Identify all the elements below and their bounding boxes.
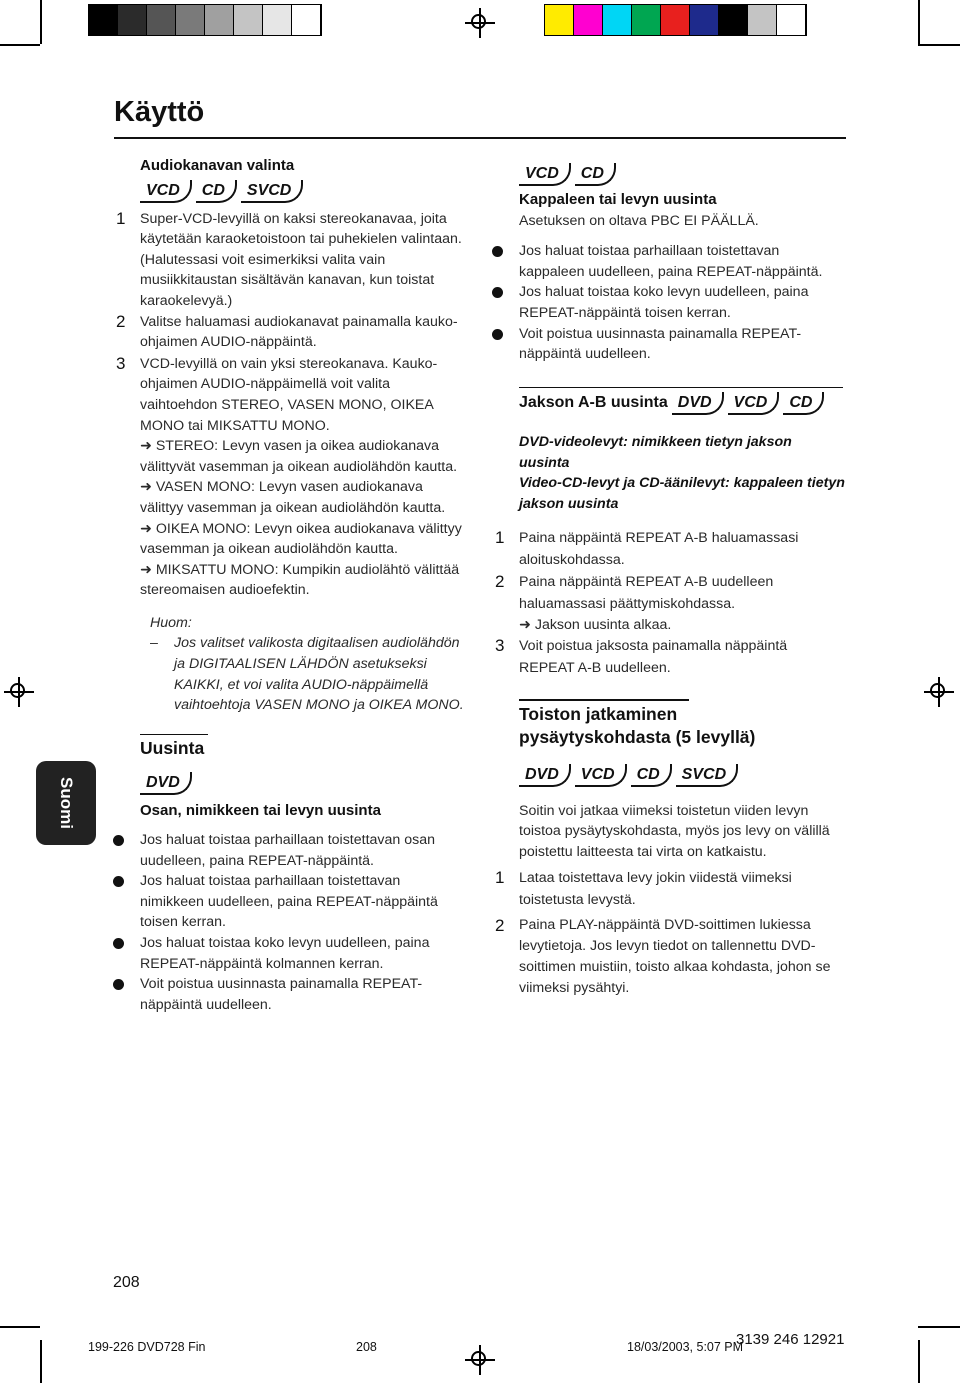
track-bullet: Voit poistua uusinnasta painamalla REPEAT-näppäintä uudelleen. — [519, 324, 845, 365]
ab-step-3 — [495, 635, 845, 679]
ab-step-2-result: ➜ Jakson uusinta alkaa. — [519, 615, 845, 636]
resume-heading: Toiston jatkaminen pysäytyskohdasta (5 levyllä) — [519, 703, 756, 747]
footer-page: 208 — [356, 1340, 377, 1354]
repeat-disc-logos — [140, 770, 465, 796]
crop-mark — [0, 44, 40, 46]
repeat-bullet: Jos haluat toistaa koko levyn uudelleen, paina REPEAT-näppäintä kolmannen kerran. — [140, 933, 465, 974]
language-tab-label: Suomi — [57, 777, 76, 829]
audio-option-right-mono: ➜ OIKEA MONO: Levyn oikea audiokanava välittyy vasemman ja oikean audiolähdön kautta. — [140, 519, 465, 560]
disc-logo-dvd: DVD — [519, 764, 571, 787]
track-bullet: Jos haluat toistaa koko levyn uudelleen, paina REPEAT-näppäintä toisen kerran. — [519, 282, 845, 323]
repeat-subheading: Osan, nimikkeen tai levyn uusinta — [140, 802, 381, 820]
step-text: Paina PLAY-näppäintä DVD-soittimen lukiessa levytietoja. Jos levyn tiedot on tallennettu DVD-soittimen muistiin, toisto alkaa kohdasta, johon se viimeksi pysähtyi. — [519, 916, 831, 996]
crop-mark — [918, 1326, 960, 1328]
crop-mark — [40, 1340, 42, 1383]
title-rule — [114, 137, 846, 139]
step-number: 1 — [495, 527, 505, 547]
disc-logo-vcd: VCD — [575, 764, 627, 787]
color-swatch — [545, 5, 574, 35]
track-disc-logos — [519, 161, 845, 187]
right-column — [495, 161, 845, 999]
resume-step-2 — [495, 915, 845, 999]
disc-logo-cd: CD — [196, 180, 237, 203]
gray-swatch — [205, 5, 234, 35]
note-label: Huom: — [150, 614, 192, 631]
gray-swatch — [147, 5, 176, 35]
step-number: 1 — [495, 867, 505, 887]
note-dash: – — [150, 635, 158, 652]
step-number: 1 — [116, 208, 126, 228]
disc-logo-svcd: SVCD — [241, 180, 303, 203]
note-text: Jos valitset valikosta digitaalisen audiolähdön ja DIGITAALISEN LÄHDÖN asetukseksi KAIKKI, et voi valita AUDIO-näppäimellä vaihtoehtoja VASEN MONO ja OIKEA MONO. — [174, 635, 464, 714]
registration-mark-icon — [465, 8, 495, 38]
repeat-heading: Uusinta — [140, 738, 205, 759]
resume-intro: Soitin voi jatkaa viimeksi toistetun viiden levyn toistoa pysäytyskohdasta, myös jos levy on välillä poistettu laitteesta tai virta on katkaistu. — [519, 802, 830, 860]
footer-date: 18/03/2003, 5:07 PM — [627, 1340, 744, 1354]
disc-logo-svcd: SVCD — [676, 764, 738, 787]
audio-option-stereo: ➜ STEREO: Levyn vasen ja oikea audiokanava välittyvät vasemman ja oikean audiolähdön kautta. — [140, 436, 465, 477]
step-text: Paina näppäintä REPEAT A-B haluamassasi aloituskohdassa. — [519, 529, 799, 568]
disc-logo-cd: CD — [783, 392, 824, 415]
resume-disc-logos — [519, 763, 845, 789]
gray-calibration-bar — [88, 4, 322, 36]
registration-mark-icon — [465, 1345, 495, 1375]
color-swatch — [719, 5, 748, 35]
track-intro: Asetuksen on oltava PBC EI PÄÄLLÄ. — [519, 212, 759, 229]
track-heading: Kappaleen tai levyn uusinta — [519, 191, 717, 208]
audio-disc-logos — [140, 179, 465, 205]
page-number: 208 — [113, 1274, 140, 1291]
audio-step-3 — [116, 353, 465, 436]
disc-logo-dvd: DVD — [140, 772, 192, 795]
crop-mark — [40, 0, 42, 44]
audio-option-left-mono: ➜ VASEN MONO: Levyn vasen audiokanava välittyy vasemman ja oikean audiolähdön kautta. — [140, 477, 465, 518]
page-title: Käyttö — [114, 96, 205, 128]
ab-heading-row — [519, 390, 845, 416]
disc-logo-cd: CD — [631, 764, 672, 787]
audio-note — [150, 613, 465, 716]
footer-code: 3139 246 12921 — [736, 1331, 845, 1348]
registration-mark-icon — [4, 677, 34, 707]
gray-swatch — [292, 5, 321, 35]
color-calibration-bar — [544, 4, 807, 36]
gray-swatch — [263, 5, 292, 35]
color-swatch — [603, 5, 632, 35]
disc-logo-vcd: VCD — [519, 163, 571, 186]
resume-step-1 — [495, 867, 845, 911]
step-text: Super-VCD-levyillä on kaksi stereokanavaa, joita käytetään karaoketoistoon tai puhekielen valintaan. (Halutessasi voit esimerkiksi valita vain musiikkitaustan sisältävän kanavan, kun toistat karaokelevyä.) — [140, 210, 462, 309]
repeat-bullet: Jos haluat toistaa parhaillaan toistettavan osan uudelleen, paina REPEAT-näppäintä. — [140, 830, 465, 871]
step-text: VCD-levyillä on vain yksi stereokanava. Kauko-ohjaimen AUDIO-näppäimellä voit valita vaihtoehdon STEREO, VASEN MONO, OIKEA MONO tai MIKSATTU MONO. — [140, 355, 438, 434]
language-tab — [36, 761, 96, 845]
crop-mark — [918, 44, 960, 46]
footer-file: 199-226 DVD728 Fin — [88, 1340, 206, 1354]
section-rule — [519, 387, 843, 389]
ab-step-1 — [495, 527, 845, 571]
audio-step-2 — [116, 311, 465, 353]
track-bullet: Jos haluat toistaa parhaillaan toistettavan kappaleen uudelleen, paina REPEAT-näppäintä. — [519, 241, 845, 282]
color-swatch — [777, 5, 806, 35]
gray-swatch — [89, 5, 118, 35]
gray-swatch — [176, 5, 205, 35]
color-swatch — [748, 5, 777, 35]
ab-heading: Jakson A-B uusinta — [519, 393, 668, 411]
left-column — [116, 156, 465, 1015]
crop-mark — [0, 1326, 40, 1328]
color-swatch — [690, 5, 719, 35]
step-text: Paina näppäintä REPEAT A-B uudelleen haluamassasi päättymiskohdassa. — [519, 573, 774, 612]
disc-logo-vcd: VCD — [728, 392, 780, 415]
color-swatch — [574, 5, 603, 35]
step-text: Voit poistua jaksosta painamalla näppäintä REPEAT A-B uudelleen. — [519, 638, 788, 677]
disc-logo-cd: CD — [575, 163, 616, 186]
audio-option-mix-mono: ➜ MIKSATTU MONO: Kumpikin audiolähtö välittää stereomaisen audioefektin. — [140, 560, 465, 601]
color-swatch — [661, 5, 690, 35]
repeat-bullet: Jos haluat toistaa parhaillaan toistettavan nimikkeen uudelleen, paina REPEAT-näppäintä toisen kerran. — [140, 871, 465, 933]
step-number: 2 — [495, 915, 505, 935]
ab-subheading-vcd: Video-CD-levyt ja CD-äänilevyt: kappaleen tietyn jakson uusinta — [519, 475, 845, 513]
gray-swatch — [234, 5, 263, 35]
audio-heading: Audiokanavan valinta — [140, 157, 295, 174]
step-number: 3 — [116, 353, 126, 373]
disc-logo-vcd: VCD — [140, 180, 192, 203]
audio-step-1 — [116, 208, 465, 312]
ab-disc-logos — [672, 390, 825, 416]
ab-subheading-dvd: DVD-videolevyt: nimikkeen tietyn jakson uusinta — [519, 434, 792, 471]
gray-swatch — [118, 5, 147, 35]
repeat-bullet: Voit poistua uusinnasta painamalla REPEAT-näppäintä uudelleen. — [140, 974, 465, 1015]
step-number: 3 — [495, 636, 505, 656]
step-text: Lataa toistettava levy jokin viidestä viimeksi toistetusta levystä. — [519, 869, 792, 908]
section-rule — [140, 734, 208, 736]
disc-logo-dvd: DVD — [672, 392, 724, 415]
ab-step-2 — [495, 571, 845, 615]
crop-mark — [918, 1340, 920, 1383]
color-swatch — [632, 5, 661, 35]
step-text: Valitse haluamasi audiokanavat painamalla kauko-ohjaimen AUDIO-näppäintä. — [140, 313, 458, 351]
crop-mark — [918, 0, 920, 44]
step-number: 2 — [116, 311, 126, 331]
step-number: 2 — [495, 571, 505, 591]
registration-mark-icon — [924, 677, 954, 707]
section-rule — [519, 699, 689, 701]
